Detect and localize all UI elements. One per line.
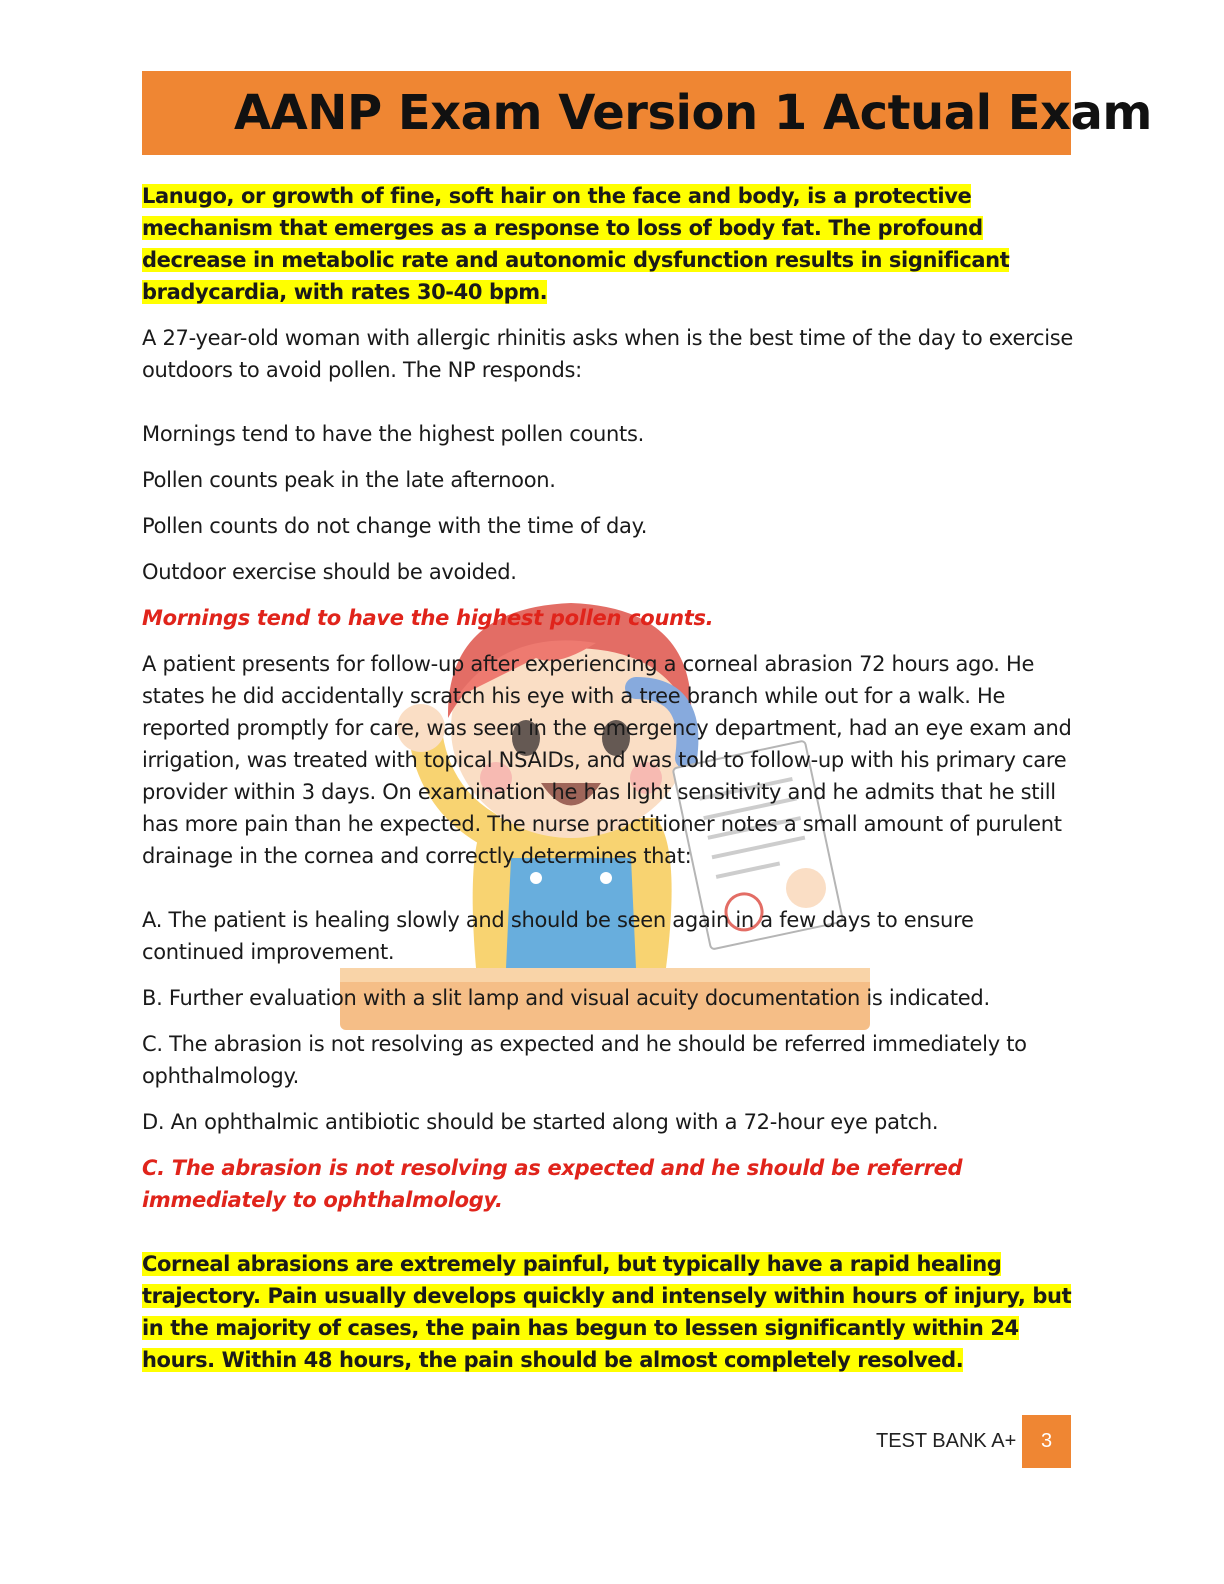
option: D. An ophthalmic antibiotic should be started along with a 72-hour eye patch. — [142, 1110, 939, 1134]
answer-1: Mornings tend to have the highest pollen counts. — [142, 606, 714, 630]
spacer — [142, 872, 1077, 904]
option: C. The abrasion is not resolving as expected and he should be referred immediately to ophthalmology. — [142, 1032, 1027, 1088]
page-number: 3 — [1022, 1415, 1071, 1468]
answer-2: C. The abrasion is not resolving as expected and he should be referred immediately to ophthalmology. — [142, 1156, 963, 1212]
title-banner — [142, 71, 1152, 155]
option: Mornings tend to have the highest pollen counts. — [142, 422, 644, 446]
option: A. The patient is healing slowly and should be seen again in a few days to ensure continued improvement. — [142, 908, 974, 964]
option: Pollen counts do not change with the time of day. — [142, 514, 648, 538]
option: Outdoor exercise should be avoided. — [142, 560, 517, 584]
highlight-text: Lanugo, or growth of fine, soft hair on the face and body, is a protective mechanism that emerges as a response to loss of body fat. The profound decrease in metabolic rate and autonomic dysfunction results in significant bradycardia, with rates 30-40 bpm. — [142, 184, 1010, 304]
document-body — [142, 180, 1077, 1390]
page-title: AANP Exam Version 1 Actual Exam — [234, 85, 1152, 141]
highlight-text: Corneal abrasions are extremely painful, but typically have a rapid healing trajectory. Pain usually develops quickly and intensely within hours of injury, but in the majority of cases, the pain has begun to lessen significantly within 24 hours. Within 48 hours, the pain should be almost completely resolved. — [142, 1252, 1072, 1372]
option: Pollen counts peak in the late afternoon. — [142, 468, 556, 492]
option: B. Further evaluation with a slit lamp and visual acuity documentation is indicated. — [142, 986, 990, 1010]
question-2-stem: A patient presents for follow-up after experiencing a corneal abrasion 72 hours ago. He states he did accidentally scratch his eye with a tree branch while out for a walk. He reported promptly for care, was seen in the emergency department, had an eye exam and irrigation, was treated with topical NSAIDs, and was told to follow-up with his primary care provider within 3 days. On examination he has light sensitivity and he admits that he still has more pain than he expected. The nurse practitioner notes a small amount of purulent drainage in the cornea and correctly determines that: — [142, 652, 1072, 868]
question-1-stem: A 27-year-old woman with allergic rhinitis asks when is the best time of the day to exercise outdoors to avoid pollen. The NP responds: — [142, 326, 1074, 382]
spacer — [142, 1216, 1077, 1248]
question-1-options — [142, 418, 1077, 588]
highlighted-paragraph — [142, 180, 1077, 308]
question-2-options — [142, 904, 1077, 1138]
highlighted-paragraph — [142, 1248, 1077, 1376]
footer-label: TEST BANK A+ — [876, 1430, 1017, 1452]
